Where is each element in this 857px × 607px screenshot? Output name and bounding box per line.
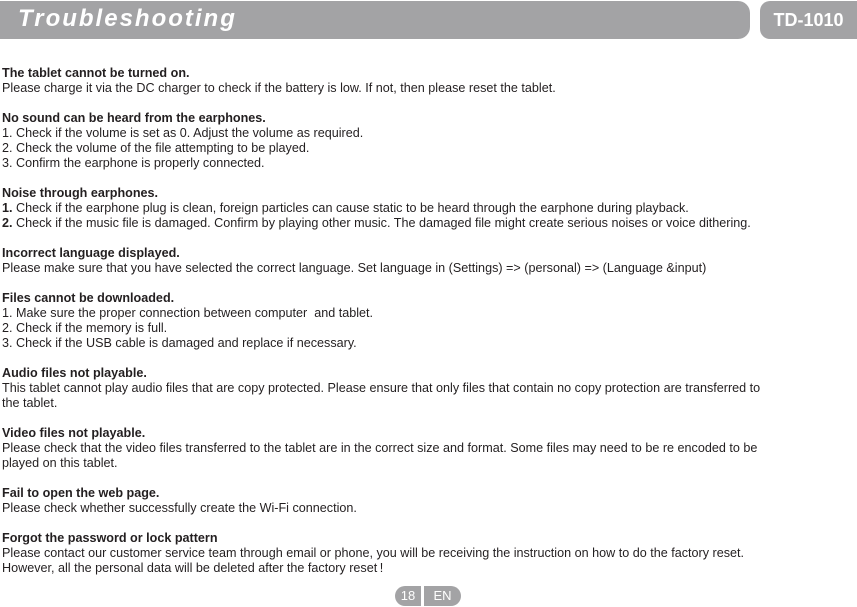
section-line: However, all the personal data will be deleted after the factory reset ! xyxy=(2,561,384,575)
section-line: the tablet. xyxy=(2,396,58,410)
section-line xyxy=(2,216,852,231)
section-heading: Video files not playable. xyxy=(2,426,146,440)
section-line: Please check that the video files transferred to the tablet are in the correct size and format. Some files may need to be re encoded to be xyxy=(2,441,758,455)
section-web xyxy=(2,486,852,516)
page-number: 18 xyxy=(395,586,421,606)
section-line: Please charge it via the DC charger to check if the battery is low. If not, then please reset the tablet. xyxy=(2,81,556,95)
section-line: 1. Check if the volume is set as 0. Adjust the volume as required. xyxy=(2,126,364,140)
item-number: 1. xyxy=(2,201,13,215)
section-heading: Incorrect language displayed. xyxy=(2,246,180,260)
item-text: Check if the earphone plug is clean, foreign particles can cause static to be heard through the earphone during playback. xyxy=(12,201,689,215)
section-line: 2. Check the volume of the file attempting to be played. xyxy=(2,141,310,155)
section-line: 3. Check if the USB cable is damaged and replace if necessary. xyxy=(2,336,357,350)
page-title: Troubleshooting xyxy=(18,5,237,32)
section-power xyxy=(2,66,852,96)
section-heading: Audio files not playable. xyxy=(2,366,147,380)
section-line: Please check whether successfully create the Wi-Fi connection. xyxy=(2,501,357,515)
language-badge: EN xyxy=(424,586,461,606)
section-password xyxy=(2,531,852,576)
section-line: This tablet cannot play audio files that are copy protected. Please ensure that only files that contain no copy protection are transferred to xyxy=(2,381,761,395)
item-number: 2. xyxy=(2,216,13,230)
section-line: Please contact our customer service team through email or phone, you will be receiving the instruction on how to do the factory reset. xyxy=(2,546,745,560)
header-bar xyxy=(0,1,750,39)
section-line xyxy=(2,201,852,216)
section-line: 1. Make sure the proper connection between computer and tablet. xyxy=(2,306,374,320)
section-heading: No sound can be heard from the earphones. xyxy=(2,111,266,125)
section-heading: Noise through earphones. xyxy=(2,186,159,200)
section-downloads xyxy=(2,291,852,351)
item-text: Check if the music file is damaged. Confirm by playing other music. The damaged file might create serious noises or voice dithering. xyxy=(12,216,751,230)
section-heading: Forgot the password or lock pattern xyxy=(2,531,218,545)
section-line: played on this tablet. xyxy=(2,456,118,470)
section-line: Please make sure that you have selected the correct language. Set language in (Settings) => (personal) => (Language &input) xyxy=(2,261,707,275)
section-video xyxy=(2,426,852,471)
section-heading: Fail to open the web page. xyxy=(2,486,160,500)
section-heading: Files cannot be downloaded. xyxy=(2,291,175,305)
section-audio xyxy=(2,366,852,411)
model-badge: TD-1010 xyxy=(760,1,857,39)
section-line: 2. Check if the memory is full. xyxy=(2,321,168,335)
troubleshooting-content xyxy=(2,66,852,591)
section-language xyxy=(2,246,852,276)
section-earphone-noise xyxy=(2,186,852,231)
section-heading: The tablet cannot be turned on. xyxy=(2,66,190,80)
section-earphone-sound xyxy=(2,111,852,171)
section-line: 3. Confirm the earphone is properly connected. xyxy=(2,156,265,170)
